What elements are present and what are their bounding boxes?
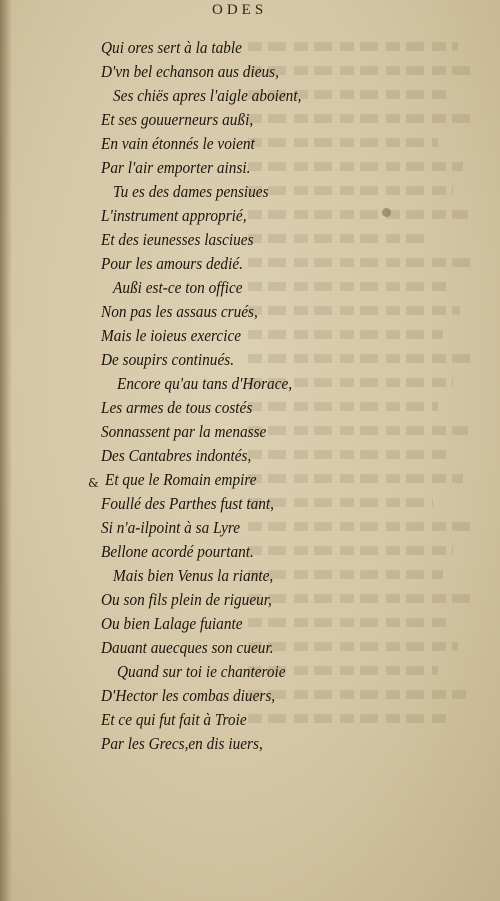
- poem-line: Ses chiës apres l'aigle aboient,: [113, 86, 302, 105]
- poem-line: Bellone acordé pourtant.: [101, 542, 254, 561]
- poem-line: Mais bien Venus la riante,: [113, 566, 274, 585]
- poem-line: En vain étonnés le voient: [101, 134, 255, 153]
- poem-line: Ou bien Lalage fuiante: [101, 614, 243, 633]
- poem-line: Si n'a-ilpoint à sa Lyre: [101, 518, 241, 537]
- poem-line: L'instrument approprié,: [101, 206, 247, 225]
- poem-line: Et des ieunesses lasciues: [101, 230, 254, 249]
- poem-line: Sonnassent par la menasse: [101, 422, 267, 441]
- ink-spot: [382, 208, 391, 217]
- poem-line: Encore qu'au tans d'Horace,: [117, 374, 293, 393]
- poem-line: Non pas les assaus crués,: [101, 302, 258, 321]
- poem-line: Tu es des dames pensiues: [113, 182, 269, 201]
- running-head: ODES: [212, 2, 268, 18]
- poem-line: Außi est-ce ton office: [113, 278, 243, 297]
- poem-line: Pour les amours dedié.: [101, 254, 243, 273]
- poem-line: Par l'air emporter ainsi.: [101, 158, 251, 177]
- poem-line: Qui ores sert à la table: [101, 38, 242, 57]
- poem-line: Et ce qui fut fait à Troie: [101, 710, 247, 729]
- poem-line: Mais le ioieus exercice: [101, 326, 242, 345]
- poem-line: Foullé des Parthes fust tant,: [101, 494, 274, 513]
- poem-line: Quand sur toi ie chanteroie: [117, 662, 286, 681]
- poem-line: D'Hector les combas diuers,: [101, 686, 276, 705]
- poem-line: D'vn bel echanson aus dieus,: [101, 62, 279, 81]
- poem-line: Les armes de tous costés: [101, 398, 253, 417]
- poem-line: Ou son fils plein de rigueur,: [101, 590, 272, 609]
- poem-line: Et que le Romain empire: [105, 470, 257, 489]
- gutter-shadow: [0, 0, 12, 901]
- poem-line: Des Cantabres indontés,: [101, 446, 252, 465]
- margin-mark: &: [88, 476, 99, 490]
- poem-line: De soupirs continués.: [101, 350, 235, 369]
- poem-line: Dauant auecques son cueur.: [101, 638, 274, 657]
- poem-line: Et ses gouuerneurs außi,: [101, 110, 254, 129]
- poem-line: Par les Grecs,en dis iuers,: [101, 734, 263, 753]
